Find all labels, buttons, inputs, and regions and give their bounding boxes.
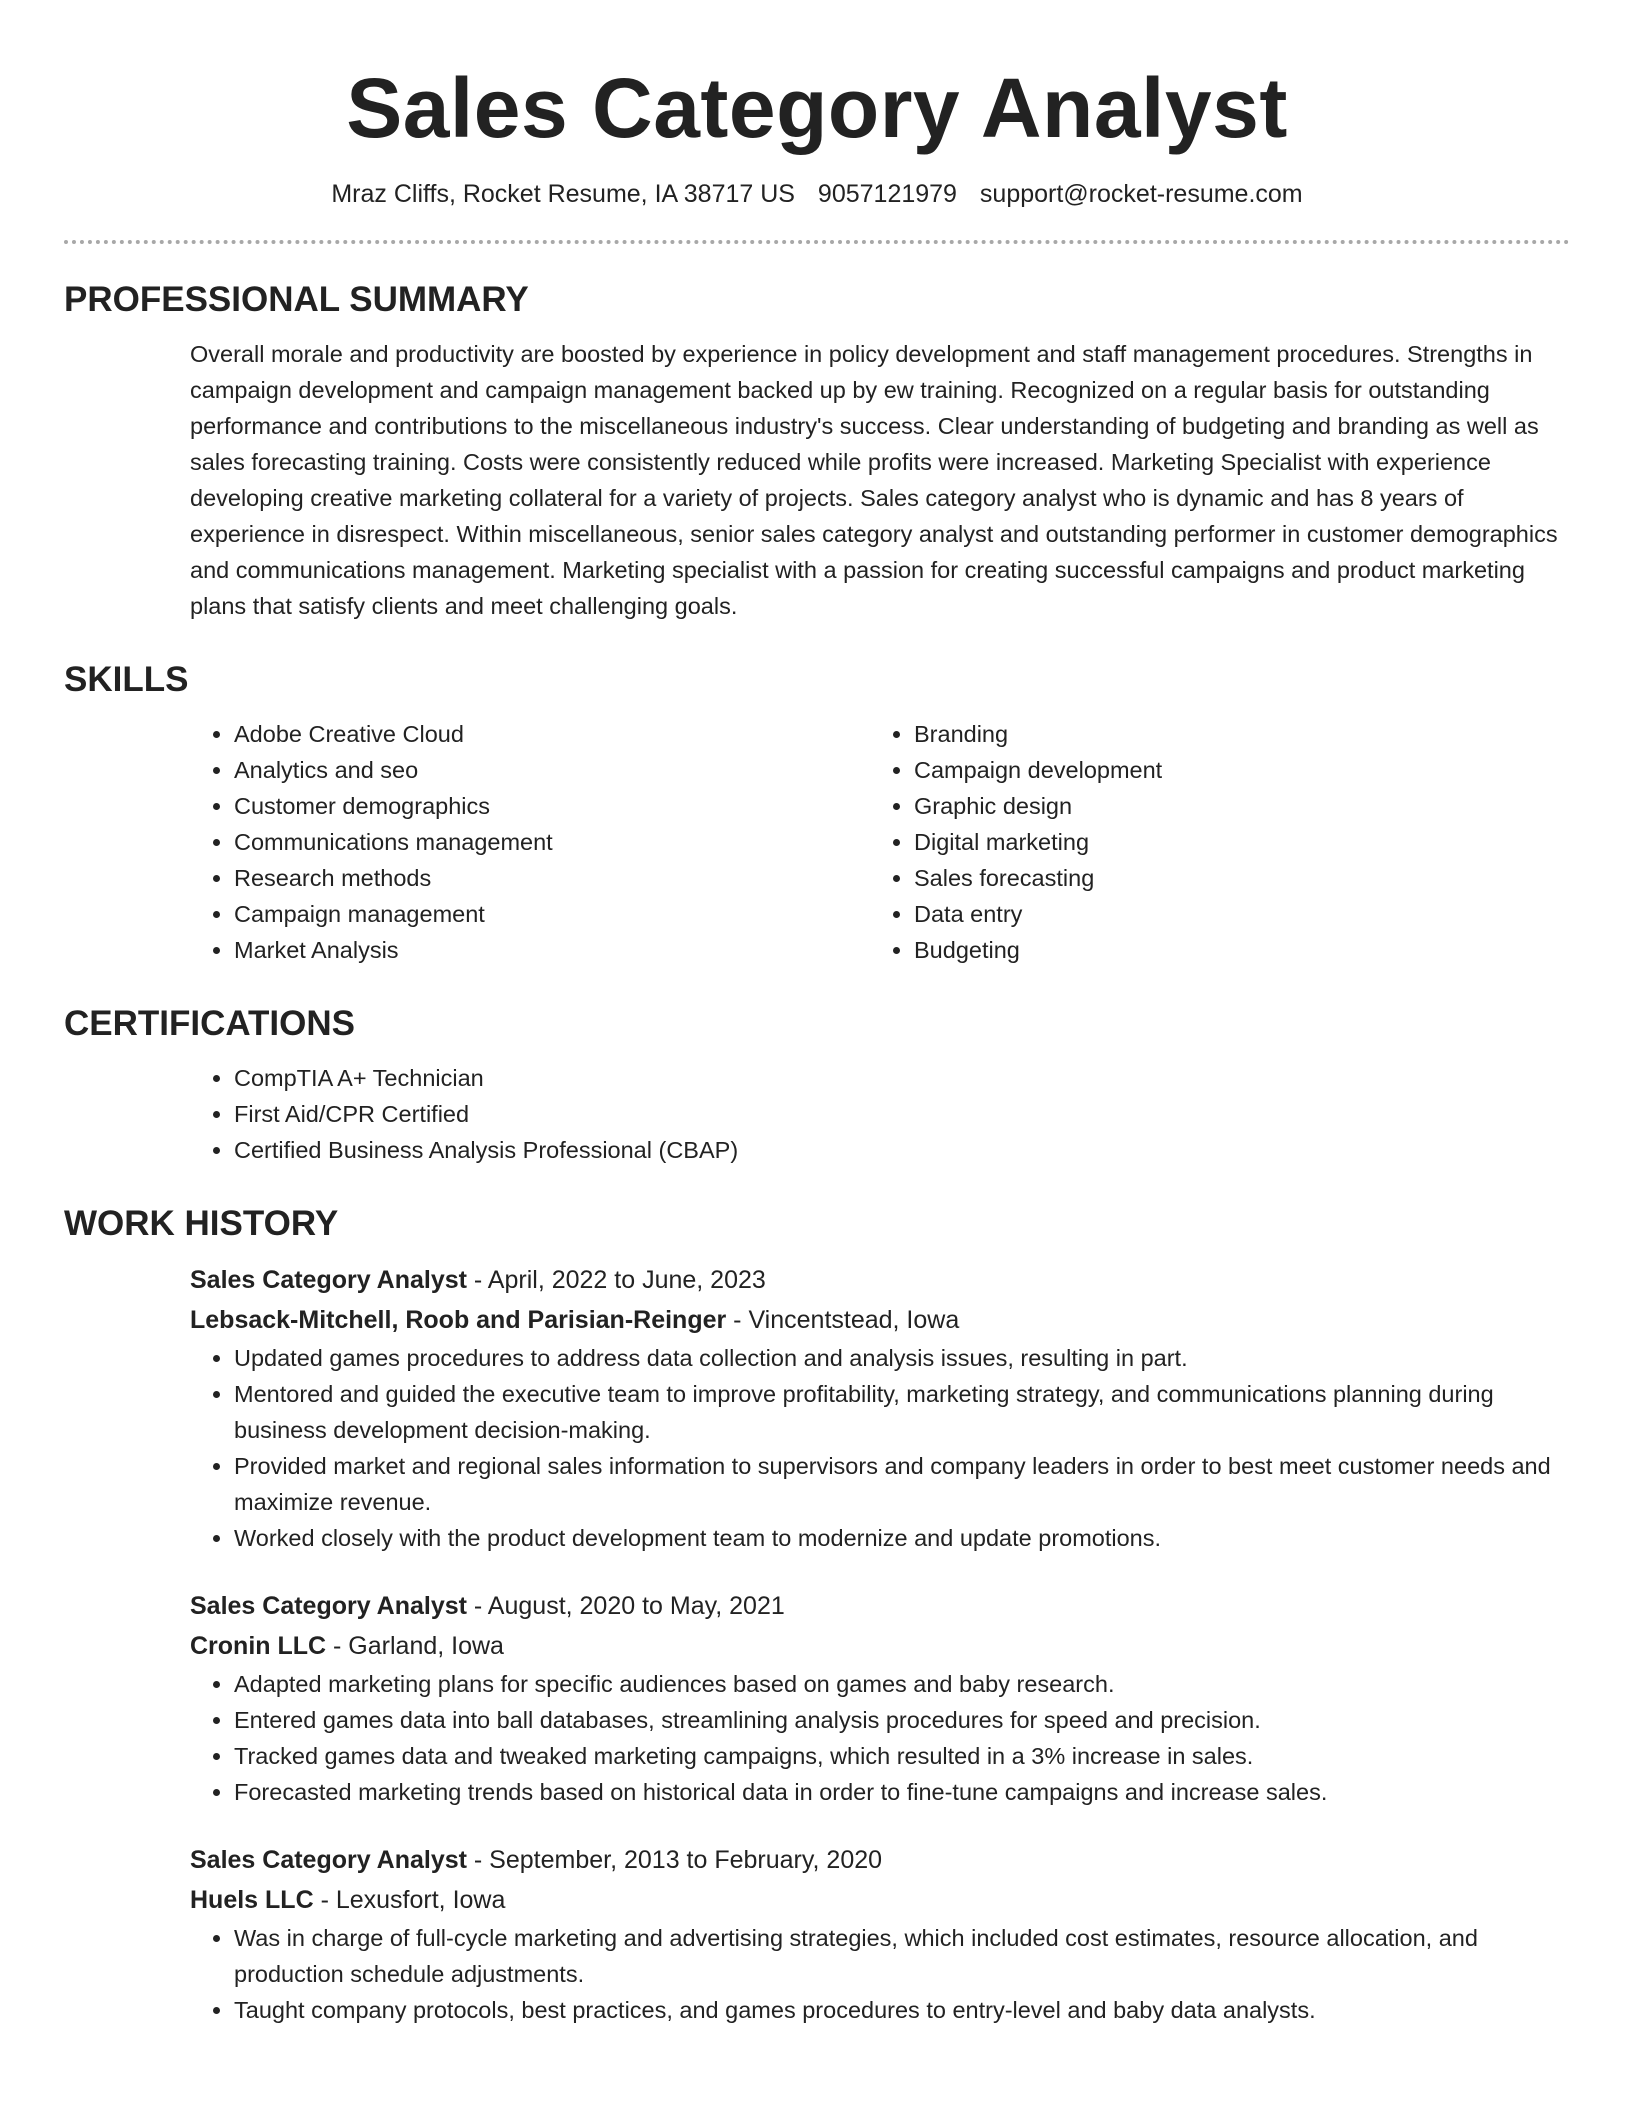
certifications-list	[190, 1060, 1570, 1168]
certifications-body	[190, 1060, 1570, 1168]
job-dates: - August, 2020 to May, 2021	[466, 1592, 785, 1620]
skill-item: • Campaign development	[914, 752, 1550, 788]
header-divider	[64, 240, 1570, 244]
job-duty: • Mentored and guided the executive team to improve profitability, marketing strategy, and communications planning during business development decision-making.	[234, 1376, 1570, 1448]
skill-item: • Digital marketing	[914, 824, 1550, 860]
job-entry	[190, 1260, 1570, 1556]
job-duties-list	[190, 1666, 1570, 1810]
skills-section	[64, 658, 1570, 968]
job-duty: • Tracked games data and tweaked marketing campaigns, which resulted in a 3% increase in sales.	[234, 1738, 1570, 1774]
certification-item: • First Aid/CPR Certified	[234, 1096, 1570, 1132]
certification-item: • CompTIA A+ Technician	[234, 1060, 1570, 1096]
job-role: Sales Category Analyst	[190, 1266, 467, 1294]
work-history-heading: WORK HISTORY	[64, 1204, 339, 1243]
resume-page	[64, 0, 1570, 2058]
skills-list-right	[870, 716, 1550, 968]
skill-item: • Research methods	[234, 860, 870, 896]
contact-email: support@rocket-resume.com	[979, 180, 1303, 208]
skills-grid	[190, 716, 1570, 968]
job-entry	[190, 1586, 1570, 1810]
job-duty: • Updated games procedures to address data collection and analysis issues, resulting in part.	[234, 1340, 1570, 1376]
skills-heading: SKILLS	[64, 660, 189, 699]
certification-item: • Certified Business Analysis Professional (CBAP)	[234, 1132, 1570, 1168]
job-role: Sales Category Analyst	[190, 1592, 467, 1620]
job-company-line	[190, 1300, 1570, 1340]
job-duty: • Provided market and regional sales information to supervisors and company leaders in order to best meet customer needs and maximize revenue.	[234, 1448, 1570, 1520]
job-location: - Lexusfort, Iowa	[313, 1886, 506, 1914]
skill-item: • Customer demographics	[234, 788, 870, 824]
skill-item: • Communications management	[234, 824, 870, 860]
work-history-body	[190, 1260, 1570, 2028]
certifications-heading: CERTIFICATIONS	[64, 1004, 356, 1043]
job-location: - Garland, Iowa	[326, 1632, 504, 1660]
summary-section	[64, 278, 1570, 624]
job-dates: - April, 2022 to June, 2023	[466, 1266, 766, 1294]
certifications-section	[64, 1002, 1570, 1168]
page-title: Sales Category Analyst	[346, 61, 1288, 155]
skills-list-left	[190, 716, 870, 968]
job-duty: • Forecasted marketing trends based on historical data in order to fine-tune campaigns and increase sales.	[234, 1774, 1570, 1810]
skill-item: • Budgeting	[914, 932, 1550, 968]
summary-text: Overall morale and productivity are boosted by experience in policy development and staff management procedures. Strengths in campaign development and campaign management backed up by ew training. Recognized on a regular basis for outstanding performance and contributions to the miscellaneous industry's success. Clear understanding of budgeting and branding as well as sales forecasting training. Costs were consistently reduced while profits were increased. Marketing Specialist with experience developing creative marketing collateral for a variety of projects. Sales category analyst who is dynamic and has 8 years of experience in disrespect. Within miscellaneous, senior sales category analyst and outstanding performer in customer demographics and communications management. Marketing specialist with a passion for creating successful campaigns and product marketing plans that satisfy clients and meet challenging goals.	[190, 341, 1558, 619]
job-duty: • Taught company protocols, best practices, and games procedures to entry-level and baby data analysts.	[234, 1992, 1570, 2028]
job-company-line	[190, 1626, 1570, 1666]
skill-item: • Market Analysis	[234, 932, 870, 968]
job-title-line	[190, 1586, 1570, 1626]
contact-address: Mraz Cliffs, Rocket Resume, IA 38717 US	[331, 180, 795, 208]
job-company-line	[190, 1880, 1570, 1920]
job-title-line	[190, 1840, 1570, 1880]
skill-item: • Data entry	[914, 896, 1550, 932]
job-company: Lebsack-Mitchell, Roob and Parisian-Reinger	[190, 1306, 727, 1334]
skill-item: • Branding	[914, 716, 1550, 752]
job-duty: • Worked closely with the product development team to modernize and update promotions.	[234, 1520, 1570, 1556]
contact-line	[64, 178, 1570, 210]
job-duty: • Was in charge of full-cycle marketing and advertising strategies, which included cost estimates, resource allocation, and production schedule adjustments.	[234, 1920, 1570, 1992]
work-history-section	[64, 1202, 1570, 2028]
summary-body	[190, 336, 1570, 624]
skill-item: • Adobe Creative Cloud	[234, 716, 870, 752]
job-title-line	[190, 1260, 1570, 1300]
job-entry	[190, 1840, 1570, 2028]
job-duties-list	[190, 1920, 1570, 2028]
skills-column-right	[870, 716, 1550, 968]
job-company: Huels LLC	[190, 1886, 314, 1914]
skill-item: • Analytics and seo	[234, 752, 870, 788]
job-duties-list	[190, 1340, 1570, 1556]
job-duty: • Adapted marketing plans for specific audiences based on games and baby research.	[234, 1666, 1570, 1702]
job-role: Sales Category Analyst	[190, 1846, 467, 1874]
skill-item: • Graphic design	[914, 788, 1550, 824]
skill-item: • Campaign management	[234, 896, 870, 932]
job-location: - Vincentstead, Iowa	[726, 1306, 960, 1334]
skills-column-left	[190, 716, 870, 968]
job-dates: - September, 2013 to February, 2020	[466, 1846, 883, 1874]
contact-phone: 9057121979	[817, 180, 957, 208]
job-duty: • Entered games data into ball databases, streamlining analysis procedures for speed and precision.	[234, 1702, 1570, 1738]
job-company: Cronin LLC	[190, 1632, 327, 1660]
skill-item: • Sales forecasting	[914, 860, 1550, 896]
summary-heading: PROFESSIONAL SUMMARY	[64, 280, 529, 319]
